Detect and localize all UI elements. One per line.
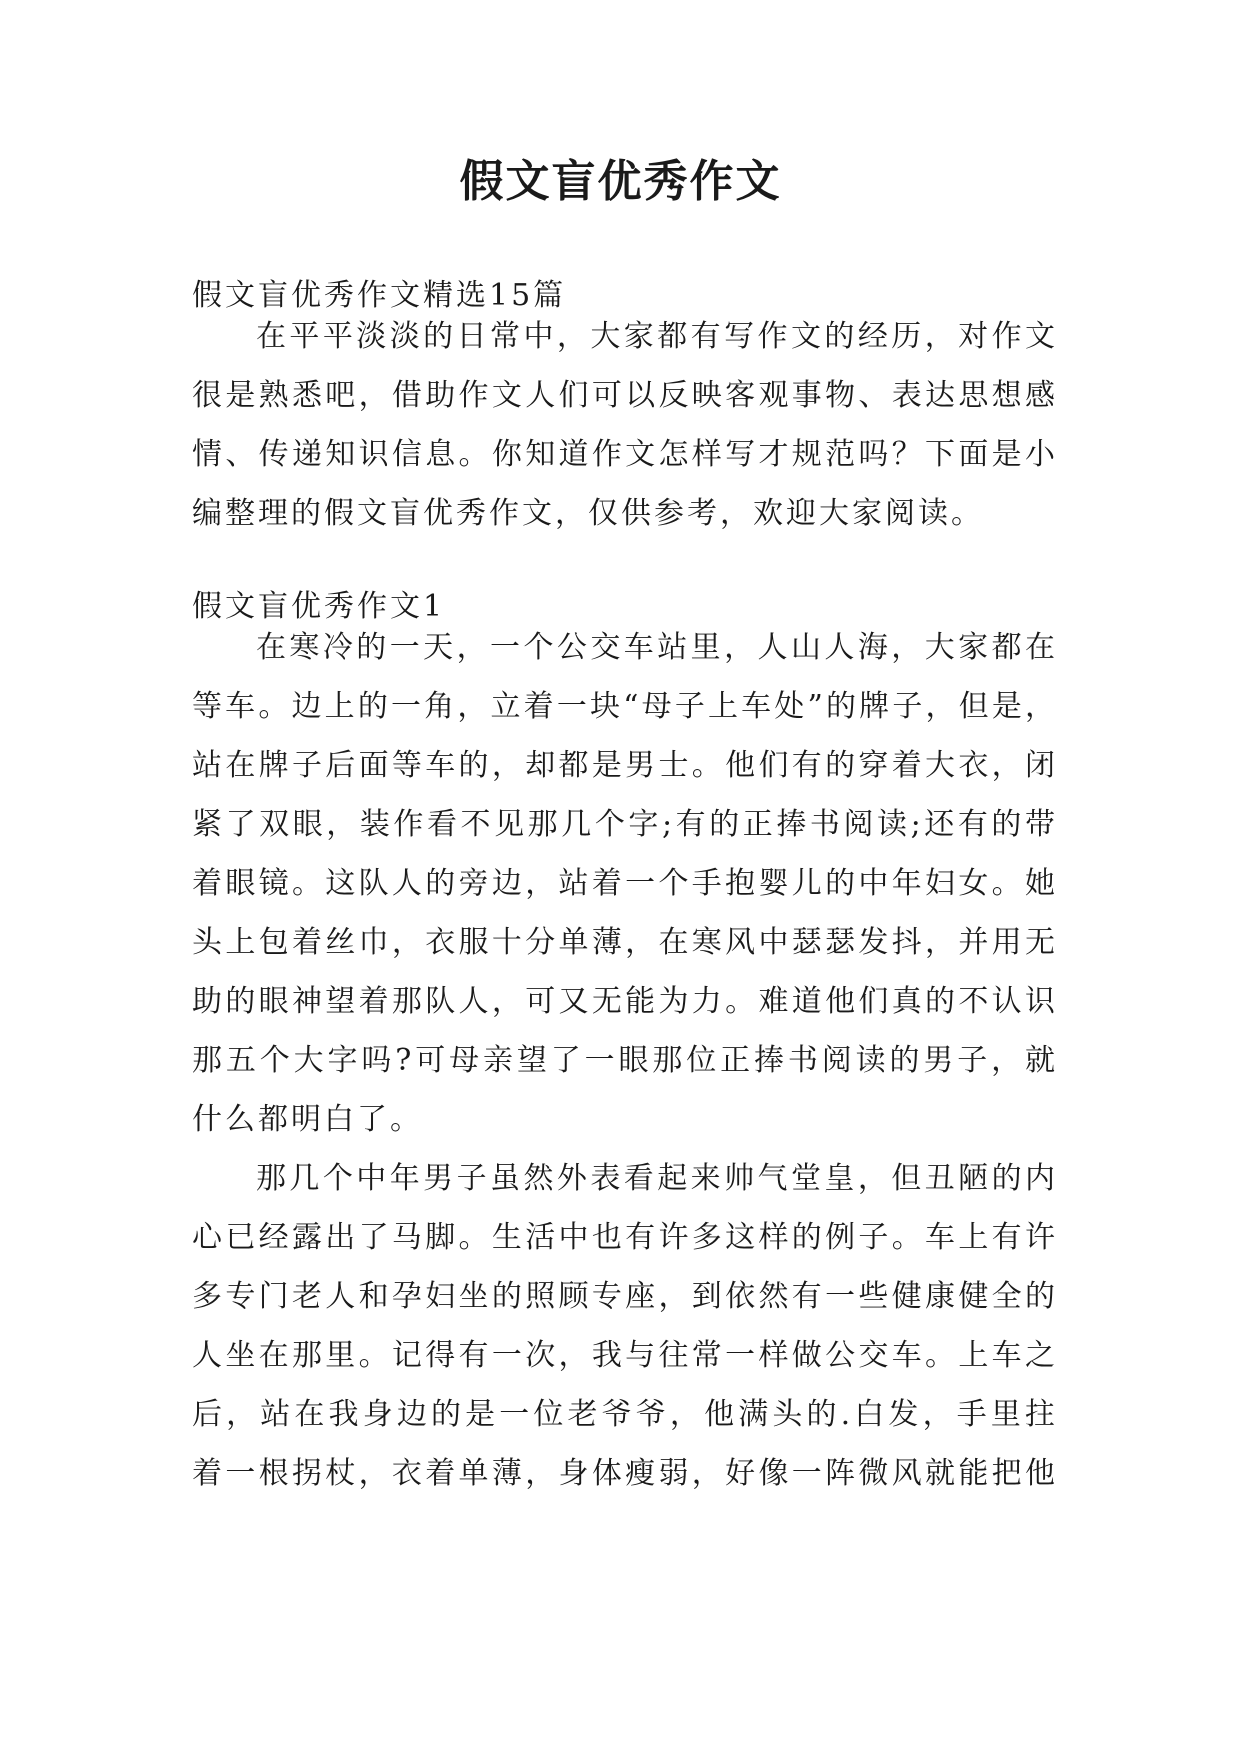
- document-title: 假文盲优秀作文: [459, 156, 782, 207]
- paragraph-line: 后，站在我身边的是一位老爷爷，他满头的.白发，手里拄: [192, 1397, 1058, 1432]
- paragraph-line: 那几个中年男子虽然外表看起来帅气堂皇，但丑陋的内: [256, 1161, 1058, 1196]
- essay1-heading: 假文盲优秀作文1: [192, 589, 446, 624]
- paragraph-line: 那五个大字吗?可母亲望了一眼那位正捧书阅读的男子，就: [192, 1043, 1058, 1078]
- paragraph-line: 在寒冷的一天，一个公交车站里，人山人海，大家都在: [256, 630, 1058, 665]
- intro-paragraph: [192, 307, 1058, 543]
- paragraph-line: 着一根拐杖，衣着单薄，身体瘦弱，好像一阵微风就能把他: [192, 1456, 1058, 1491]
- paragraph-line: 站在牌子后面等车的，却都是男士。他们有的穿着大衣，闭: [192, 748, 1058, 783]
- paragraph-line: 等车。边上的一角，立着一块“母子上车处”的牌子，但是，: [192, 689, 1058, 724]
- paragraph-line: 在平平淡淡的日常中，大家都有写作文的经历，对作文: [256, 319, 1058, 354]
- intro-heading: 假文盲优秀作文精选15篇: [192, 278, 567, 313]
- paragraph-line: 情、传递知识信息。你知道作文怎样写才规范吗？下面是小: [192, 437, 1058, 472]
- essay1-paragraph-2: [192, 1149, 1058, 1503]
- paragraph-line: 什么都明白了。: [192, 1102, 423, 1137]
- paragraph-line: 多专门老人和孕妇坐的照顾专座，到依然有一些健康健全的: [192, 1279, 1058, 1314]
- paragraph-line: 紧了双眼，装作看不见那几个字;有的正捧书阅读;还有的带: [192, 807, 1058, 842]
- essay1-paragraph-1: [192, 618, 1058, 1149]
- paragraph-line: 助的眼神望着那队人，可又无能为力。难道他们真的不认识: [192, 984, 1058, 1019]
- paragraph-line: 编整理的假文盲优秀作文，仅供参考，欢迎大家阅读。: [192, 496, 984, 531]
- paragraph-line: 很是熟悉吧，借助作文人们可以反映客观事物、表达思想感: [192, 378, 1058, 413]
- paragraph-line: 着眼镜。这队人的旁边，站着一个手抱婴儿的中年妇女。她: [192, 866, 1058, 901]
- paragraph-line: 人坐在那里。记得有一次，我与往常一样做公交车。上车之: [192, 1338, 1058, 1373]
- paragraph-line: 头上包着丝巾，衣服十分单薄，在寒风中瑟瑟发抖，并用无: [192, 925, 1058, 960]
- paragraph-line: 心已经露出了马脚。生活中也有许多这样的例子。车上有许: [192, 1220, 1058, 1255]
